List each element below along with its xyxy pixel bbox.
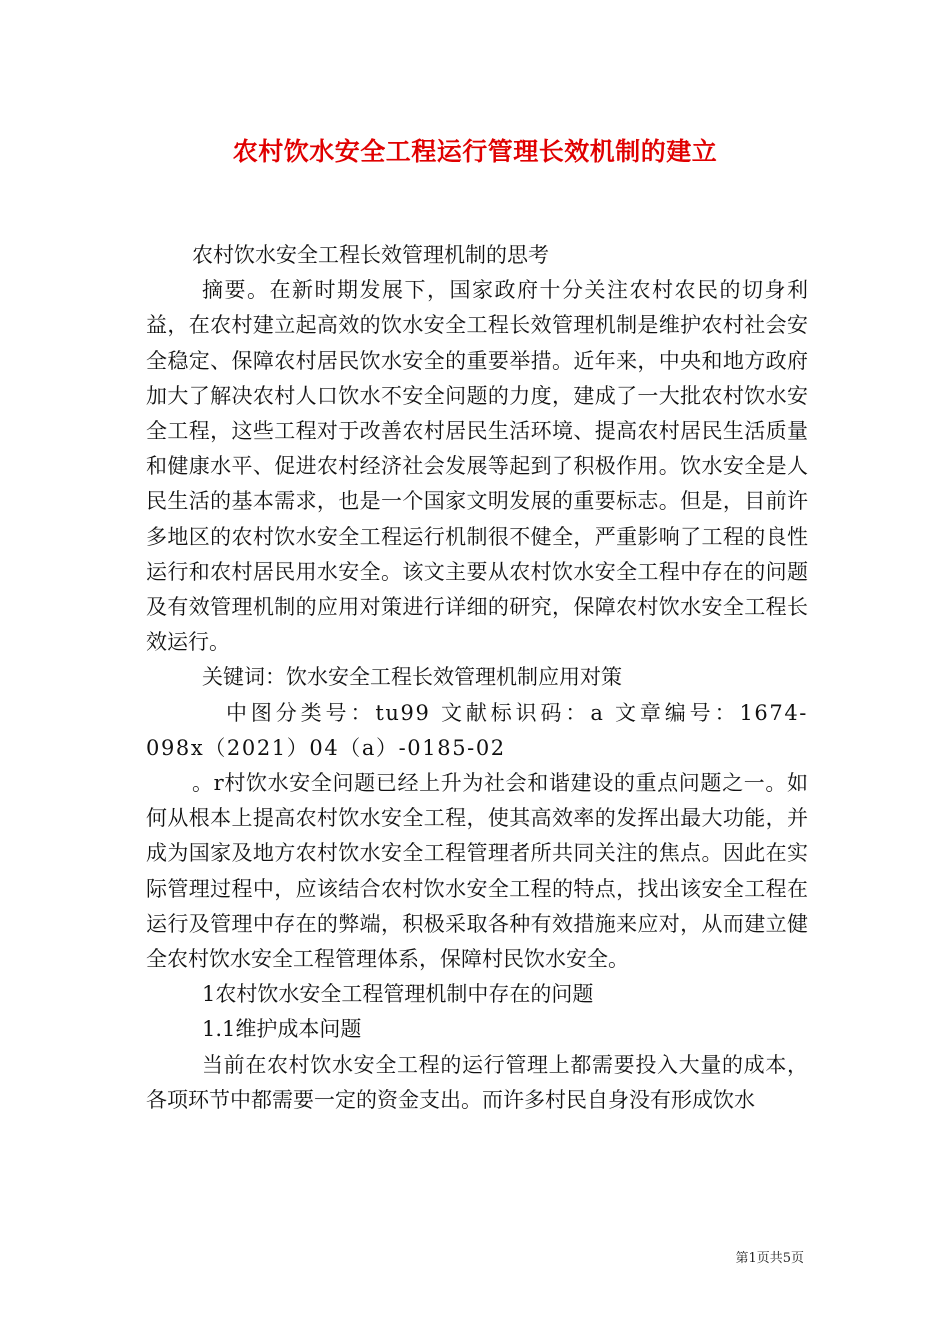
document-title: 农村饮水安全工程运行管理长效机制的建立 <box>232 137 718 166</box>
intro-paragraph: 。r村饮水安全问题已经上升为社会和谐建设的重点问题之一。如何从根本上提高农村饮水安全工程，使其高效率的发挥出最大功能，并成为国家及地方农村饮水安全工程管理者所共同关注的焦点。因此在实际管理过程中，应该结合农村饮水安全工程的特点，找出该安全工程在运行及管理中存在的弊端，积极采取各种有效措施来应对，从而建立健全农村饮水安全工程管理体系，保障村民饮水安全。 <box>146 771 808 972</box>
abstract-paragraph: 摘要。在新时期发展下，国家政府十分关注农村农民的切身利益，在农村建立起高效的饮水安全工程长效管理机制是维护农村社会安全稳定、保障农村居民饮水安全的重要举措。近年来，中央和地方政府加大了解决农村人口饮水不安全问题的力度，建成了一大批农村饮水安全工程，这些工程对于改善农村居民生活环境、提高农村居民生活质量和健康水平、促进农村经济社会发展等起到了积极作用。饮水安全是人民生活的基本需求，也是一个国家文明发展的重要标志。但是，目前许多地区的农村饮水安全工程运行机制很不健全，严重影响了工程的良性运行和农村居民用水安全。该文主要从农村饮水安全工程中存在的问题及有效管理机制的应用对策进行详细的研究，保障农村饮水安全工程长效运行。 <box>146 278 808 655</box>
section-heading-1-1: 1.1维护成本问题 <box>202 1017 362 1042</box>
subtitle-paragraph: 农村饮水安全工程长效管理机制的思考 <box>192 243 549 267</box>
keywords-paragraph: 关键词：饮水安全工程长效管理机制应用对策 <box>202 665 622 690</box>
page-footer: 第1页共5页 <box>735 1251 804 1266</box>
body-paragraph: 当前在农村饮水安全工程的运行管理上都需要投入大量的成本，各项环节中都需要一定的资金支出。而许多村民自身没有形成饮水 <box>146 1052 808 1112</box>
classification-paragraph: 中图分类号：tu99 文献标识码：a 文章编号：1674-098x（2021）04（a）-0185-02 <box>146 700 808 760</box>
section-heading-1: 1农村饮水安全工程管理机制中存在的问题 <box>202 982 594 1007</box>
document-body <box>146 238 808 1118</box>
